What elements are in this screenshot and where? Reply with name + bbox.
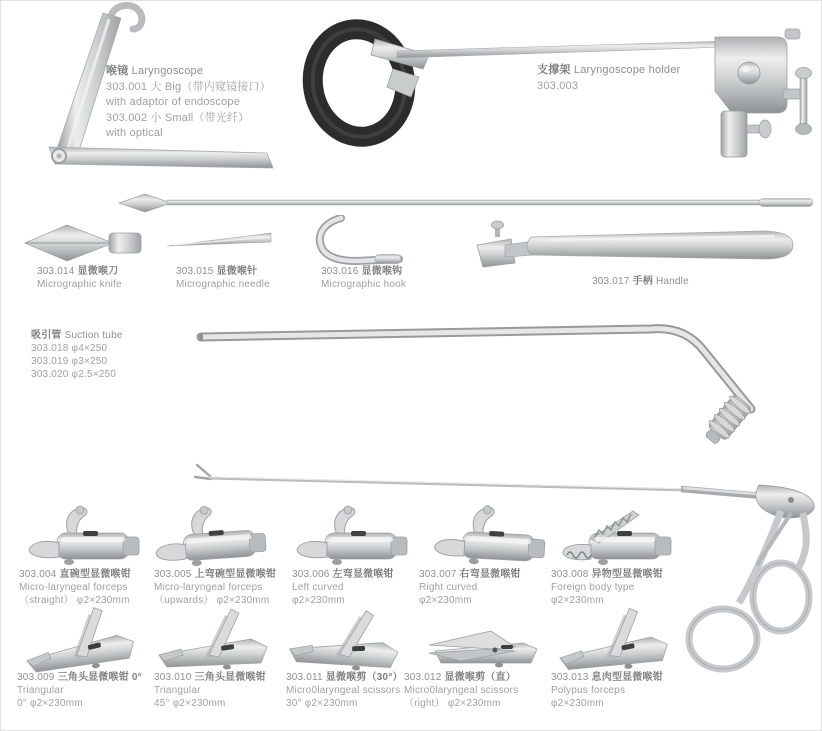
item-name-zh: 三角头显微喉钳 0° <box>57 672 142 683</box>
item-name-en: Left curved <box>292 582 344 593</box>
item-name-zh: 异物型显微喉钳 <box>591 569 663 580</box>
item-spec: 45° φ2×230mm <box>154 698 226 709</box>
laryngoscope-name-en: Laryngoscope <box>131 65 204 77</box>
item-name-zh: 左弯显微喉钳 <box>332 569 394 580</box>
forceps-tip-303-010 <box>155 605 277 673</box>
forceps-tip-303-008 <box>555 503 677 571</box>
item-code: 303.014 <box>37 266 75 277</box>
micro-needle-illustration <box>165 231 277 255</box>
suction-line: 303.019 φ3×250 <box>31 356 108 367</box>
laryngoscope-line: 303.002 小 Small（带光纤） <box>106 111 250 124</box>
handle-illustration <box>475 219 805 273</box>
item-spec: φ2×230mm <box>419 595 472 606</box>
item-name-en: Handle <box>655 276 689 287</box>
item-name-en: Triangular <box>17 685 64 696</box>
item-name-zh: 上弯碗型显微喉钳 <box>194 569 277 580</box>
item-code: 303.013 <box>551 672 589 683</box>
item-name-zh: 显微喉钩 <box>361 266 403 277</box>
item-name-zh: 右弯显微喉钳 <box>459 569 521 580</box>
label-303-010 <box>154 671 266 710</box>
label-handle <box>592 275 689 288</box>
item-name-en: Micrographic hook <box>321 279 407 290</box>
holder-code: 303.003 <box>537 79 579 92</box>
label-303-009 <box>17 671 142 710</box>
laryngoscope-line: 303.001 大 Big（带内窥镜接口） <box>106 80 271 93</box>
item-spec: φ2×230mm <box>292 595 345 606</box>
micro-knife-tip-illustration <box>21 219 146 269</box>
laryngoscope-line: with adaptor of endoscope <box>106 96 241 108</box>
suction-line: 303.020 φ2.5×250 <box>31 369 117 380</box>
item-name-en: Micro0laryngeal scissors <box>286 685 401 696</box>
label-303-012 <box>404 671 518 710</box>
suction-name-zh: 吸引管 <box>31 330 62 341</box>
item-name-en: Foreign body type <box>551 582 635 593</box>
item-code: 303.012 <box>404 672 442 683</box>
item-code: 303.015 <box>176 266 214 277</box>
label-holder <box>537 63 680 94</box>
label-303-004 <box>19 568 131 607</box>
item-spec: φ2×230mm <box>551 595 604 606</box>
item-spec: （straight） φ2×230mm <box>19 595 130 606</box>
label-micro-knife <box>37 265 122 291</box>
item-code: 303.009 <box>17 672 55 683</box>
item-name-zh: 息肉型显微喉钳 <box>591 672 663 683</box>
item-spec: φ2×230mm <box>551 698 604 709</box>
micro-hook-illustration <box>305 215 405 267</box>
item-spec: （right） φ2×230mm <box>404 698 501 709</box>
item-code: 303.011 <box>286 672 323 683</box>
item-name-zh: 手柄 <box>632 276 653 287</box>
item-code: 303.008 <box>551 569 589 580</box>
laryngoscope-line: with optical <box>106 127 163 139</box>
item-code: 303.007 <box>419 569 457 580</box>
label-303-008 <box>551 568 663 607</box>
item-name-en: Polypus forceps <box>551 685 626 696</box>
item-name-en: Micrographic needle <box>176 279 270 290</box>
item-code: 303.005 <box>154 569 192 580</box>
item-spec: （upwards） φ2×230mm <box>154 595 270 606</box>
item-name-zh: 显微喉剪（30°） <box>325 672 403 683</box>
forceps-tip-303-004 <box>23 503 145 571</box>
item-code: 303.010 <box>154 672 192 683</box>
label-suction-tube <box>31 329 123 381</box>
label-303-007 <box>419 568 521 607</box>
item-name-en: Micro0laryngeal scissors <box>404 685 519 696</box>
item-code: 303.017 <box>592 276 630 287</box>
item-spec: 30° φ2×230mm <box>286 698 358 709</box>
scissors-tip-303-012 <box>425 605 547 673</box>
item-name-zh: 显微喉刀 <box>77 266 119 277</box>
item-code: 303.016 <box>321 266 359 277</box>
item-name-zh: 直碗型显微喉钳 <box>59 569 131 580</box>
scissors-tip-303-011 <box>287 605 409 673</box>
item-spec: 0° φ2×230mm <box>17 698 83 709</box>
label-micro-hook <box>321 265 406 291</box>
item-name-zh: 显微喉剪（直） <box>444 672 516 683</box>
forceps-tip-303-006 <box>291 503 413 571</box>
holder-rod <box>397 41 727 58</box>
label-303-006 <box>292 568 394 607</box>
holder-name-en: Laryngoscope holder <box>573 64 681 76</box>
label-303-013 <box>551 671 663 710</box>
item-code: 303.004 <box>19 569 57 580</box>
item-name-en: Right curved <box>419 582 478 593</box>
item-name-en: Triangular <box>154 685 201 696</box>
item-name-zh: 显微喉针 <box>216 266 258 277</box>
label-laryngoscope <box>106 64 271 142</box>
suction-tube-illustration <box>191 317 801 447</box>
holder-name-zh: 支撑架 <box>537 64 571 76</box>
suction-name-en: Suction tube <box>64 330 123 341</box>
item-name-zh: 三角头显微喉钳 <box>194 672 266 683</box>
item-name-en: Micro-laryngeal forceps <box>19 582 128 593</box>
label-micro-needle <box>176 265 270 291</box>
forceps-tip-303-013 <box>555 605 677 673</box>
forceps-tip-303-007 <box>429 503 551 571</box>
forceps-tip-303-005 <box>149 503 271 571</box>
item-name-en: Micro-laryngeal forceps <box>154 582 263 593</box>
laryngoscope-name-zh: 喉镜 <box>106 65 129 77</box>
item-code: 303.006 <box>292 569 330 580</box>
forceps-tip-303-009 <box>21 605 143 673</box>
label-303-005 <box>154 568 276 607</box>
suction-line: 303.018 φ4×250 <box>31 343 108 354</box>
item-name-en: Micrographic knife <box>37 279 122 290</box>
micro-knife-full-illustration <box>107 187 819 221</box>
label-303-011 <box>286 671 403 710</box>
